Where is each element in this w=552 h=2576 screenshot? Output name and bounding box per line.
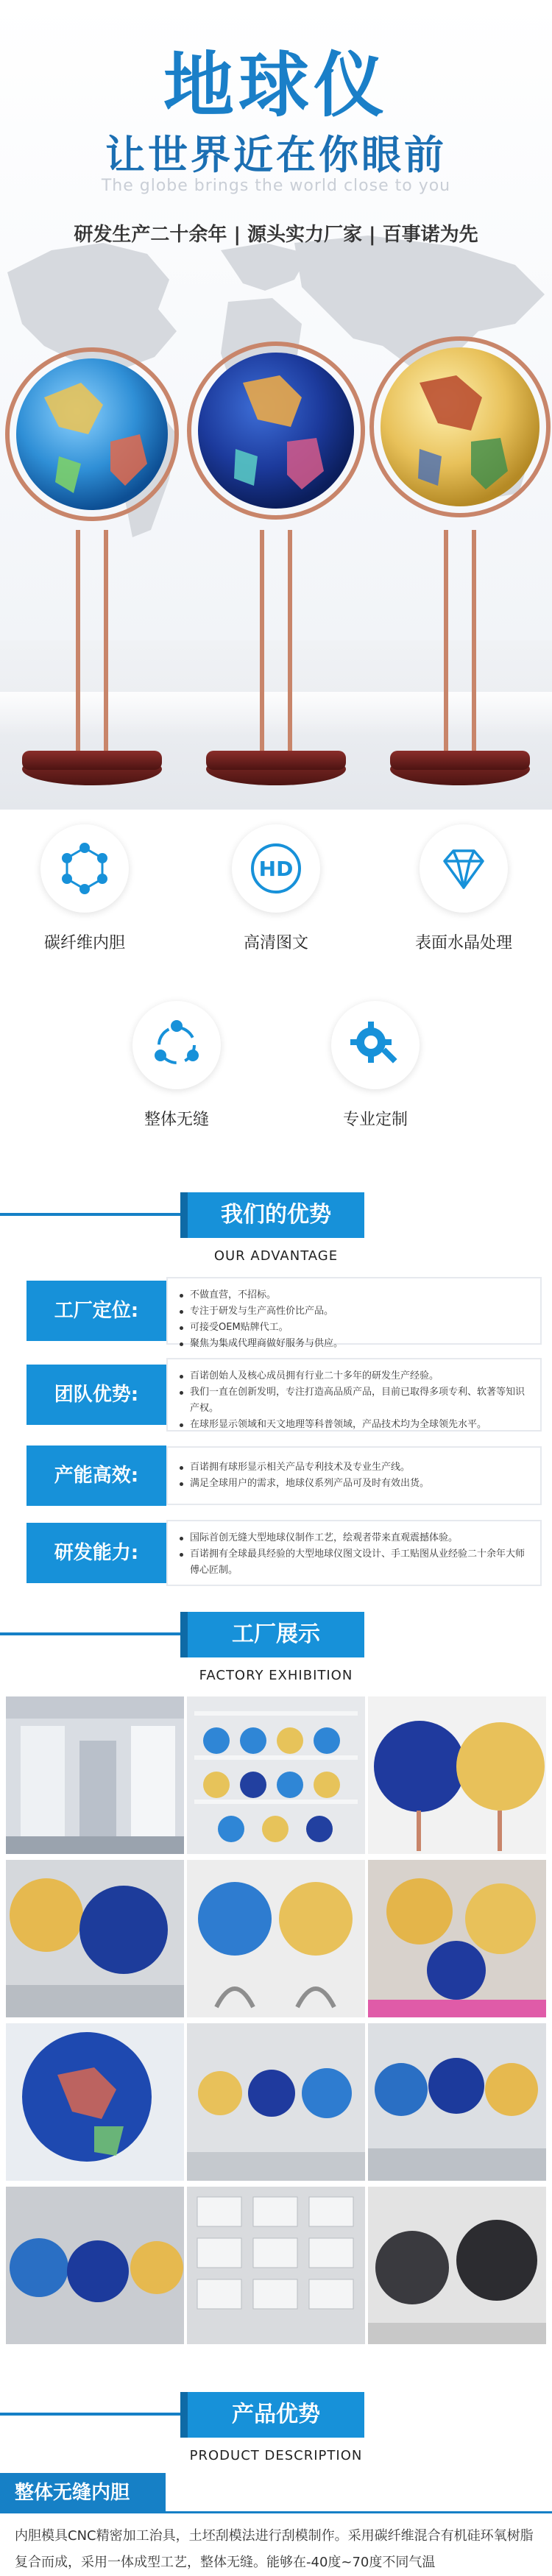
advantage-box — [166, 1520, 542, 1586]
advantage-row — [26, 1277, 542, 1349]
factory-gallery — [6, 1696, 546, 2344]
advantage-tag: 工厂定位: — [26, 1281, 166, 1341]
feature-item — [11, 824, 158, 953]
advantage-section-header — [0, 1192, 552, 1273]
factory-photo — [368, 2187, 546, 2344]
hero-banner — [0, 0, 552, 810]
product-section-header — [0, 2392, 552, 2473]
advantage-row — [26, 1520, 542, 1586]
feature-circle — [232, 824, 320, 913]
advantage-item: 满足全球用户的需求，地球仪系列产品可及时有效出货。 — [190, 1476, 527, 1492]
feature-item — [302, 1001, 449, 1130]
advantage-item: 可接受OEM贴牌代工。 — [190, 1320, 527, 1336]
product-feature-rule — [0, 2511, 552, 2513]
factory-photo — [368, 1696, 546, 1854]
advantage-item: 国际首创无缝大型地球仪制作工艺，绘观者带来直观震撼体验。 — [190, 1530, 527, 1546]
product-description: 内胆模具CNC精密加工治具，土坯刮模法进行刮模制作。采用碳纤维混合有机硅环氧树脂复合而成，采用一体成型工艺，整体无缝。能够在-40度~70度不同气温 — [15, 2528, 534, 2570]
advantage-item: 在球形显示领域和天文地理等科普领域，产品技术均为全球领先水平。 — [190, 1417, 527, 1433]
advantage-box — [166, 1277, 542, 1349]
globe-blue — [7, 350, 177, 785]
advantage-item: 百诺拥有全球最具经验的大型地球仪图文设计、手工贴图从业经验二十余年大师傅心匠制。 — [190, 1546, 527, 1579]
feature-item — [202, 824, 350, 953]
product-title: 产品优势 — [188, 2392, 364, 2438]
factory-photo — [6, 1860, 184, 2017]
factory-photo — [6, 2187, 184, 2344]
advantage-item: 专注于研发与生产高性价比产品。 — [190, 1303, 527, 1320]
advantage-tag: 研发能力: — [26, 1523, 166, 1583]
hero-subtitle-en: The globe brings the world close to you — [101, 177, 451, 195]
advantage-tag: 团队优势: — [26, 1365, 166, 1425]
globe-gold — [372, 339, 548, 785]
hd-icon — [247, 839, 305, 898]
hero-title: 地球仪 — [163, 44, 389, 127]
advantage-tag: 产能高效: — [26, 1446, 166, 1506]
advantage-item: 不做直营，不招标。 — [190, 1287, 527, 1303]
advantage-subtitle: OUR ADVANTAGE — [213, 1248, 339, 1264]
advantage-title: 我们的优势 — [188, 1192, 364, 1238]
feature-label: 表面水晶处理 — [414, 934, 512, 952]
factory-photo — [6, 2023, 184, 2181]
product-subtitle: PRODUCT DESCRIPTION — [189, 2448, 363, 2463]
factory-photo — [6, 1696, 184, 1854]
product-feature-bar: 整体无缝内胆 — [0, 2473, 166, 2513]
feature-item — [390, 824, 537, 953]
advantage-row — [26, 1358, 542, 1432]
factory-title: 工厂展示 — [188, 1612, 364, 1657]
gear-wrench-icon — [346, 1016, 405, 1075]
feature-circle — [132, 1001, 221, 1089]
factory-photo — [187, 1860, 365, 2017]
feature-label: 专业定制 — [342, 1111, 408, 1129]
feature-circle — [420, 824, 508, 913]
globe-navy — [189, 344, 363, 785]
feature-label: 碳纤维内胆 — [43, 934, 125, 952]
cycle-icon — [147, 1016, 206, 1075]
advantage-item: 聚焦为集成代理商做好服务与供应。 — [190, 1336, 527, 1352]
advantage-box — [166, 1446, 542, 1505]
factory-photo — [368, 2023, 546, 2181]
factory-subtitle: FACTORY EXHIBITION — [199, 1668, 353, 1683]
advantage-row — [26, 1446, 542, 1505]
feature-item — [103, 1001, 250, 1130]
globe-products-illustration — [0, 309, 552, 795]
feature-circle — [40, 824, 129, 913]
advantage-item: 百诺创始人及核心成员拥有行业二十多年的研发生产经验。 — [190, 1368, 527, 1384]
advantage-box — [166, 1358, 542, 1432]
feature-circle — [331, 1001, 420, 1089]
advantage-item: 百诺拥有球形显示相关产品专利技术及专业生产线。 — [190, 1459, 527, 1476]
factory-photo — [187, 2023, 365, 2181]
advantage-item: 我们一直在创新发明，专注打造高品质产品，目前已取得多项专利、软著等知识产权。 — [190, 1384, 527, 1417]
hero-subtitle: 让世界近在你眼前 — [105, 132, 447, 178]
feature-icons — [0, 824, 552, 1148]
factory-section-header — [0, 1612, 552, 1693]
molecule-icon — [55, 839, 114, 898]
svg-text:HD: HD — [258, 857, 294, 881]
hero-slogan: 研发生产二十余年 | 源头实力厂家 | 百事诺为先 — [74, 224, 478, 246]
feature-label: 高清图文 — [243, 934, 308, 952]
factory-photo — [187, 2187, 365, 2344]
feature-label: 整体无缝 — [144, 1111, 209, 1129]
factory-photo — [187, 1696, 365, 1854]
factory-photo — [368, 1860, 546, 2017]
diamond-icon — [434, 839, 493, 898]
